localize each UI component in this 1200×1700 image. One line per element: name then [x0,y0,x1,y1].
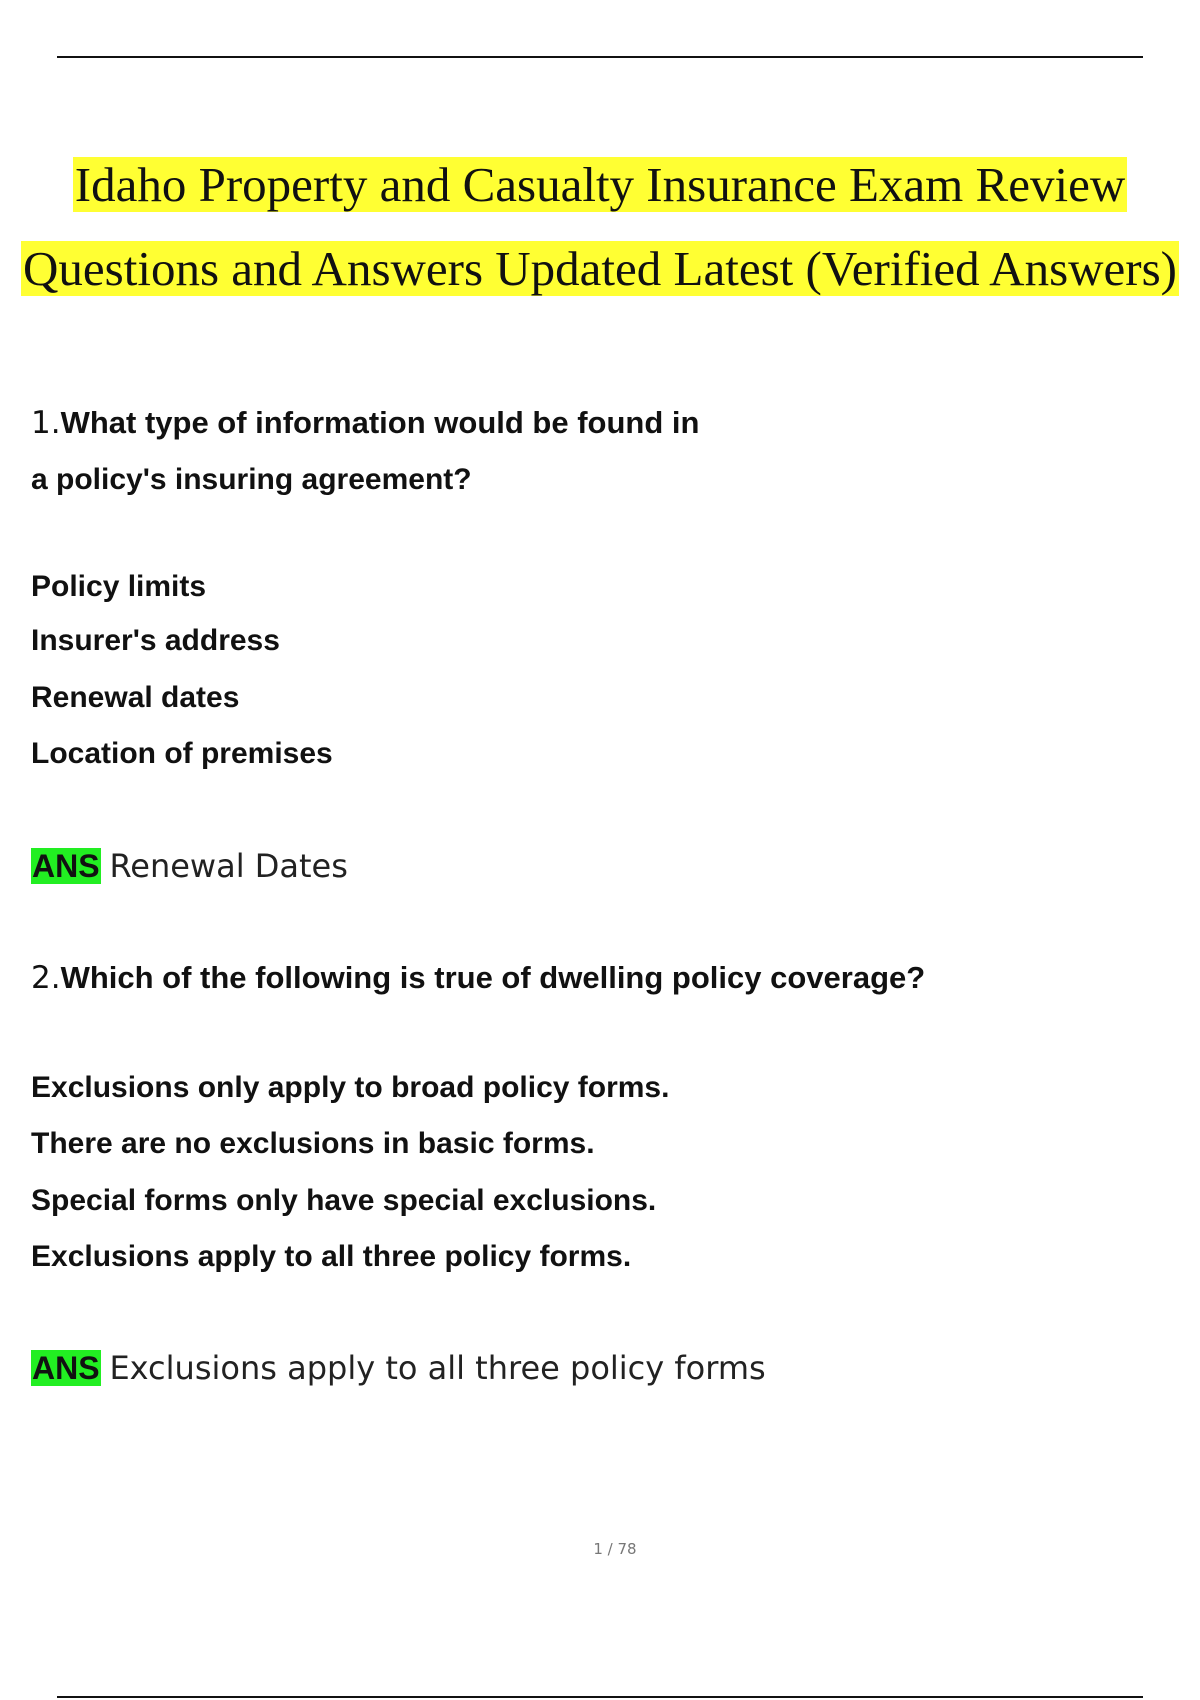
document-title-line-1 [0,157,1200,213]
question-2-option-2: There are no exclusions in basic forms. [31,1127,595,1160]
question-1-heading [31,405,699,441]
question-2-option-3: Special forms only have special exclusions. [31,1184,657,1217]
question-1-answer [31,847,348,885]
question-2-answer-text: Exclusions apply to all three policy forms [109,1349,766,1387]
question-2-number: 2. [31,960,61,996]
question-1-option-3: Renewal dates [31,681,240,714]
question-1-option-2: Insurer's address [31,624,280,657]
bottom-rule [57,1696,1143,1698]
question-2-text-line-1: Which of the following is true of dwelling policy coverage? [60,960,926,995]
top-rule [57,56,1143,58]
page-indicator: 1 / 78 [593,1540,637,1558]
document-title-line-2 [0,241,1200,297]
question-1-answer-text: Renewal Dates [109,847,348,885]
question-1-text-line-1: What type of information would be found in [60,405,700,440]
question-1-option-1: Policy limits [31,570,207,603]
title-highlight-2: Questions and Answers Updated Latest (Verified Answers) [23,241,1177,296]
answer-tag: ANS [32,848,100,884]
question-1-option-4: Location of premises [31,737,333,770]
question-1-text-line-2: a policy's insuring agreement? [31,463,472,496]
title-highlight-1: Idaho Property and Casualty Insurance Exam Review [74,157,1126,212]
answer-tag: ANS [32,1350,100,1386]
question-2-option-4: Exclusions apply to all three policy forms. [31,1240,632,1273]
question-1-number: 1. [31,405,61,441]
question-2-heading [31,960,925,996]
question-2-option-1: Exclusions only apply to broad policy forms. [31,1071,670,1104]
question-2-answer [31,1349,766,1387]
